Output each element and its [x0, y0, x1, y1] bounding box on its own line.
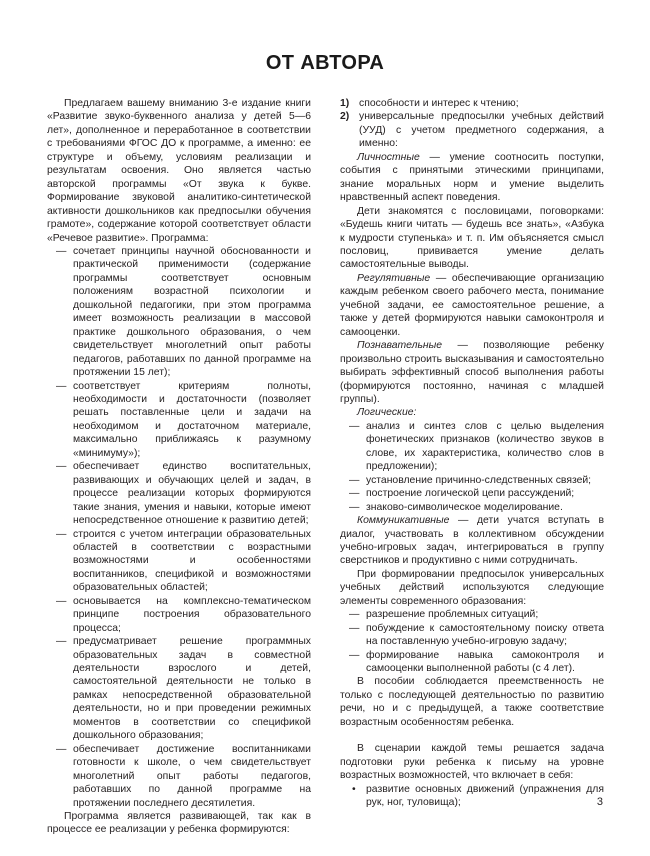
list-item: — основывается на комплексно-тематическом принципе построения образовательного процесса;: [47, 595, 311, 635]
uud-body-communicative: — дети учатся вступать в диалог, участвовать в коллективном обсуждении учебно-игровых задач, интегрироваться в группу сверстников и продуктивно с ними сотрудничать.: [340, 515, 604, 567]
list-item: — строится с учетом интеграции образовательных областей в соответствии с возрастными возможностями и особенностями воспитанников, спецификой и возможностями образовательных областей;: [47, 528, 311, 595]
list-item: — сочетает принципы научной обоснованности и практической применимости (содержание программы соответствует основным положениям возрастной психологии и дошкольной педагогики, при этом программа имеет возможность реализации в массовой практике дошкольного образования, о чем свидетельствует многолетний опыт работы педагогов, работавших по данной программе на протяжении 15 лет);: [47, 245, 311, 380]
list-item: — построение логической цепи рассуждений;: [340, 487, 604, 500]
list-marker: 2): [340, 111, 350, 123]
page-number: 3: [596, 796, 603, 808]
uud-elements-list: [340, 608, 604, 675]
list-item: — предусматривает решение программных образовательных задач в совместной деятельности взрослого и детей, самостоятельной деятельности не только в рамках непосредственной образовательной деятельности, но и при проведении режимных моментов в соответствии со спецификой дошкольного образования;: [47, 635, 311, 743]
left-column: [47, 97, 311, 837]
list-item: [340, 110, 604, 150]
list-item: [340, 97, 604, 110]
uud-term-personal: Личностные: [357, 151, 420, 163]
intro-paragraph: Предлагаем вашему вниманию 3-е издание книги «Развитие звуко-буквенного анализа у детей 5—6 лет», дополненное и переработанное в соответствии с требованиями ФГОС ДО к программе, а именно: ее структуре и объему, условиям реализации и результатам освоения. Оно является частью авторской программы «От звука к букве. Формирование звуковой аналитико-синтетической активности дошкольников как предпосылки обучения грамоте», содержание которой соответствует области «Речевое развитие». Программа:: [47, 98, 311, 244]
two-column-body: [47, 97, 603, 837]
continuity-paragraph: В пособии соблюдается преемственность не только с последующей деятельностью по развитию речи, но и с предыдущей, а также соответствие возрастным особенностям ребенка.: [340, 676, 604, 728]
list-item: — соответствует критериям полноты, необходимости и достаточности (позволяет решать поставленные цели и задачи на необходимом и достаточном материале, максимально приближаясь к разумному «минимуму»);: [47, 380, 311, 461]
scenario-paragraph: В сценарии каждой темы решается задача подготовки руки ребенка к письму на уровне возрастных возможностей, что включает в себя:: [340, 743, 604, 782]
list-item: — обеспечивает единство воспитательных, развивающих и обучающих целей и задач, в процессе реализации которых формируются такие знания, умения и навыки, которые имеют непосредственное отношение к развитию детей;: [47, 460, 311, 527]
list-item-text: универсальные предпосылки учебных действий (УУД) с учетом предметного содержания, а именно:: [359, 111, 604, 150]
uud-elements-intro: При формировании предпосылок универсальных учебных действий используются следующие элементы современного образования:: [340, 568, 604, 607]
page-title: ОТ АВТОРА: [265, 52, 385, 74]
list-item: — анализ и синтез слов с целью выделения фонетических признаков (количество звуков в слове, их характеристика, количество слов в предложении);: [340, 420, 604, 474]
list-item: • развитие основных движений (упражнения для рук, ног, туловища);: [340, 783, 604, 810]
uud-group-regulative: [340, 272, 604, 339]
paragraph-spacer: [340, 729, 604, 742]
uud-group-communicative: [340, 514, 604, 568]
program-features-list: [47, 245, 311, 810]
logical-heading: Логические:: [357, 407, 417, 419]
uud-group-personal: [340, 151, 604, 205]
list-item: — установление причинно-следственных связей;: [340, 474, 604, 487]
list-item: — знаково-символическое моделирование.: [340, 501, 604, 514]
uud-group-cognitive: [340, 339, 604, 406]
uud-term-communicative: Коммуникативные: [357, 515, 450, 527]
uud-body-cognitive: — позволяющие ребенку произвольно строить высказывания и самостоятельно выбирать эффективный способ выполнения работы (формируются постоянно, начиная с младшей группы).: [340, 340, 604, 405]
proverbs-paragraph: Дети знакомятся с пословицами, поговорками: «Будешь книги читать — будешь все знать», «Азбука к мудрости ступенька» и т. п. Им объясняется смысл пословиц, прививается умение делать самостоятельные выводы.: [340, 205, 604, 271]
list-marker: 1): [340, 98, 350, 109]
list-item-text: способности и интерес к чтению;: [359, 98, 519, 109]
list-item: — разрешение проблемных ситуаций;: [340, 608, 604, 621]
list-item: — побуждение к самостоятельному поиску ответа на поставленную учебно-игровую задачу;: [340, 622, 604, 649]
numbered-list: [340, 97, 604, 151]
right-column: [340, 97, 604, 837]
uud-term-cognitive: Познавательные: [357, 340, 443, 352]
uud-term-regulative: Регулятивные: [357, 272, 431, 284]
list-item: — формирование навыка самоконтроля и самооценки выполненной работы (с 4 лет).: [340, 649, 604, 676]
uud-body-regulative: — обеспечивающие организацию каждым ребенком своего рабочего места, понимание учебной задачи, ее самостоятельное решение, а также у детей формируются навыки самоконтроля и самооценки.: [340, 272, 604, 338]
uud-body-personal: — умение соотносить поступки, события с принятыми этическими принципами, знание моральных норм и умение выделить нравственный аспект поведения.: [340, 151, 604, 204]
logical-items-list: [340, 420, 604, 514]
closing-paragraph: Программа является развивающей, так как в процессе ее реализации у ребенка формируются:: [47, 811, 311, 836]
list-item: — обеспечивает достижение воспитанниками готовности к школе, о чем свидетельствует многолетний опыт работы педагогов, работавших по данной программе на протяжении последнего десятилетия.: [47, 743, 311, 810]
